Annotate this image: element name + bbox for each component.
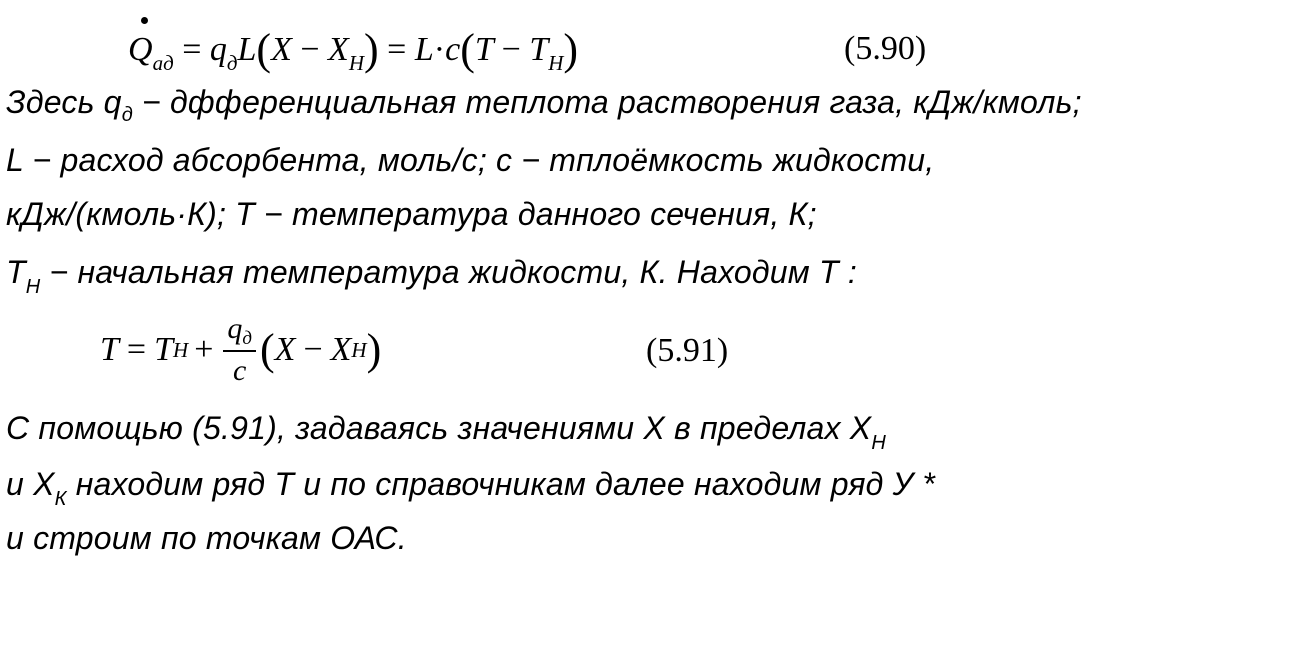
- equals-sign-591: =: [126, 331, 147, 368]
- T-symbol-591: T: [100, 331, 119, 368]
- text-line-4: [6, 256, 857, 297]
- minus-sign-2: −: [501, 31, 521, 68]
- left-paren: (: [256, 25, 272, 74]
- XH-subscript: Н: [348, 51, 364, 75]
- fraction-numerator: $q_д$: [223, 314, 256, 352]
- TH-symbol: T: [529, 31, 549, 68]
- L-symbol-2: L: [414, 31, 434, 68]
- equation-5-90: [128, 25, 579, 75]
- text-line-3: кДж/(кмоль·К); Т − температура данного сечения, К;: [6, 196, 817, 232]
- line1-rest: − дфференциальная теплота растворения газа, кДж/кмоль;: [132, 84, 1082, 120]
- equation-number-5-90: (5.90): [844, 30, 927, 67]
- line4-rest: − начальная температура жидкости, К. Находим Т :: [40, 254, 857, 290]
- X-symbol-591: X: [274, 331, 296, 368]
- q-dot-symbol: Q: [128, 31, 153, 68]
- paragraph-line-2-subscript: К: [54, 488, 67, 510]
- minus-sign: −: [300, 31, 320, 68]
- text-line-1: [6, 86, 1082, 125]
- paragraph-line-2-rest: находим ряд Т и по справочникам далее находим ряд У *: [66, 466, 936, 502]
- paragraph-line-1: [6, 412, 886, 453]
- text-line-2: L − расход абсорбента, моль/с; с − тплоёмкость жидкости,: [6, 142, 935, 178]
- q-ad-subscript: ад: [152, 51, 174, 75]
- q-d-subscript: д: [226, 51, 238, 75]
- line1-subscript: д: [121, 104, 133, 126]
- c-symbol: c: [445, 31, 461, 68]
- L-symbol: L: [237, 31, 257, 68]
- equals-sign-2: =: [387, 31, 407, 68]
- XH-subscript-591: Н: [351, 337, 367, 362]
- equals-sign: =: [182, 31, 202, 68]
- TH-subscript-591: Н: [173, 337, 189, 362]
- paragraph-line-1-subscript: Н: [871, 432, 886, 454]
- X-symbol: X: [271, 31, 292, 68]
- left-paren-2: (: [460, 25, 475, 74]
- paragraph-line-2: [6, 468, 935, 509]
- right-paren-591: ): [366, 325, 382, 374]
- TH-symbol-591: T: [154, 331, 174, 368]
- equation-number-5-91: (5.91): [646, 332, 729, 369]
- paragraph-line-2-text: и Х: [6, 466, 55, 502]
- TH-subscript: Н: [548, 51, 564, 75]
- fraction-q-over-c: [223, 314, 256, 386]
- left-paren-591: (: [260, 325, 275, 374]
- XH-symbol: X: [328, 31, 349, 68]
- line4-T: Т: [6, 254, 26, 290]
- q-symbol: q: [209, 31, 227, 68]
- line4-subscript: Н: [25, 276, 41, 298]
- paragraph-line-3: и строим по точкам ОАС.: [6, 520, 407, 556]
- T-symbol: T: [474, 31, 494, 68]
- multiply-dot: ·: [433, 31, 446, 68]
- minus-sign-591: −: [303, 331, 323, 368]
- XH-symbol-591: X: [330, 331, 352, 368]
- equation-5-91: [100, 314, 381, 386]
- paragraph-line-1-text: С помощью (5.91), задаваясь значениями Х в пределах Х: [6, 410, 872, 446]
- right-paren-2: ): [563, 25, 579, 74]
- fraction-denominator: c: [233, 354, 247, 387]
- plus-sign: +: [194, 331, 214, 368]
- line1-text: Здесь q: [6, 84, 122, 120]
- right-paren: ): [364, 25, 379, 74]
